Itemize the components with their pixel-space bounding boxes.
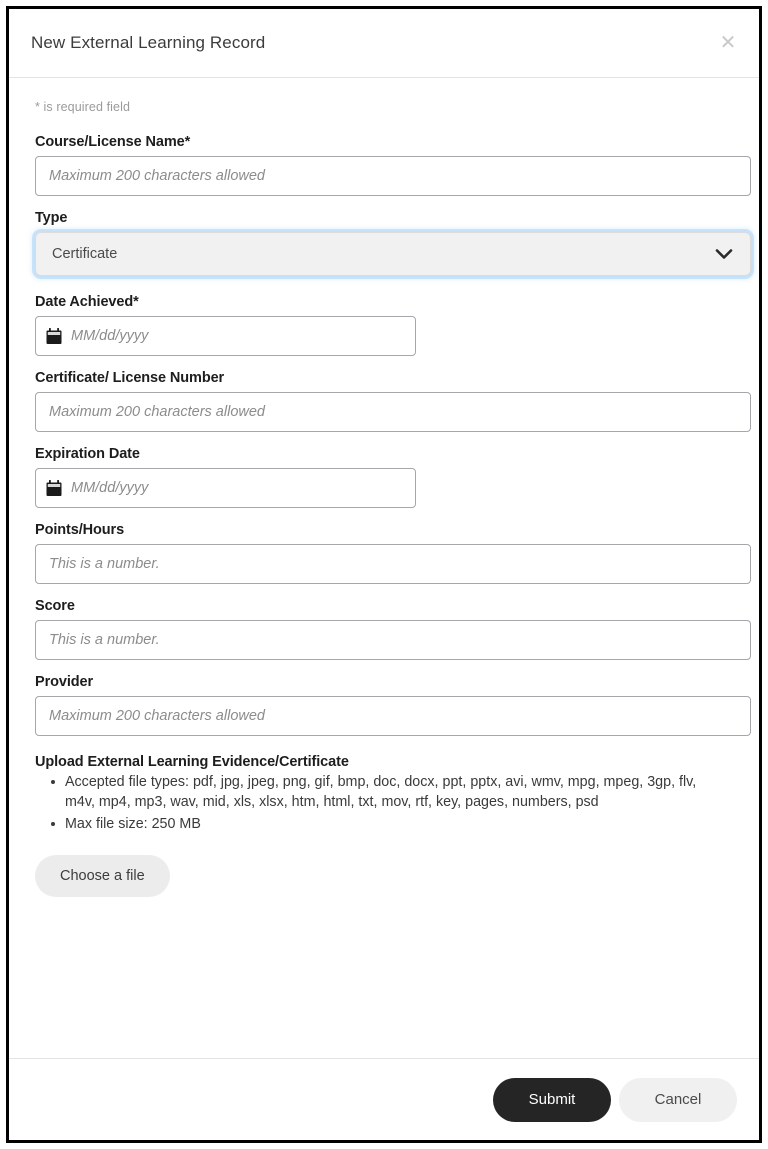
list-item: Accepted file types: pdf, jpg, jpeg, png, gif, bmp, doc, docx, ppt, pptx, avi, wmv, mpg, mpeg, 3gp, flv, m4v, mp4, mp3, wav, mid, xls, xlsx, htm, html, txt, mov, rtf, key, pages, numbers, psd xyxy=(65,772,735,813)
field-provider xyxy=(35,674,735,736)
required-field-note: * is required field xyxy=(35,100,131,114)
new-external-learning-record-modal xyxy=(6,6,762,1143)
provider-input[interactable] xyxy=(35,696,751,736)
close-icon[interactable]: ✕ xyxy=(719,32,737,54)
modal-footer xyxy=(9,1058,759,1140)
field-date-achieved xyxy=(35,294,735,356)
expiration-date-label: Expiration Date xyxy=(35,446,140,462)
chevron-down-icon xyxy=(714,244,734,264)
field-certificate-license-number xyxy=(35,370,735,432)
modal-body xyxy=(9,78,759,1058)
points-hours-label: Points/Hours xyxy=(35,522,125,538)
modal-header xyxy=(9,9,759,78)
date-achieved-input[interactable] xyxy=(71,317,405,355)
certificate-license-number-label: Certificate/ License Number xyxy=(35,370,225,386)
cancel-button[interactable]: Cancel xyxy=(619,1078,737,1122)
submit-button[interactable]: Submit xyxy=(493,1078,611,1122)
score-input[interactable] xyxy=(35,620,751,660)
certificate-license-number-input[interactable] xyxy=(35,392,751,432)
date-achieved-wrapper xyxy=(35,316,416,356)
calendar-icon[interactable] xyxy=(46,328,62,345)
page-title: New External Learning Record xyxy=(31,33,266,52)
upload-section xyxy=(35,754,735,897)
type-label: Type xyxy=(35,210,68,226)
field-score xyxy=(35,598,735,660)
list-item: Max file size: 250 MB xyxy=(65,814,735,834)
course-license-name-label: Course/License Name* xyxy=(35,134,191,150)
choose-file-button[interactable]: Choose a file xyxy=(35,855,170,897)
points-hours-input[interactable] xyxy=(35,544,751,584)
provider-label: Provider xyxy=(35,674,94,690)
field-points-hours xyxy=(35,522,735,584)
field-type xyxy=(35,210,735,276)
calendar-icon[interactable] xyxy=(46,480,62,497)
course-license-name-input[interactable] xyxy=(35,156,751,196)
upload-requirements-list xyxy=(35,772,735,834)
expiration-date-wrapper xyxy=(35,468,416,508)
type-selected-value: Certificate xyxy=(52,246,118,262)
expiration-date-input[interactable] xyxy=(71,469,405,507)
date-achieved-label: Date Achieved* xyxy=(35,294,139,310)
upload-heading: Upload External Learning Evidence/Certificate xyxy=(35,754,349,770)
type-select[interactable] xyxy=(35,232,751,276)
field-expiration-date xyxy=(35,446,735,508)
score-label: Score xyxy=(35,598,75,614)
field-course-license-name xyxy=(35,134,735,196)
